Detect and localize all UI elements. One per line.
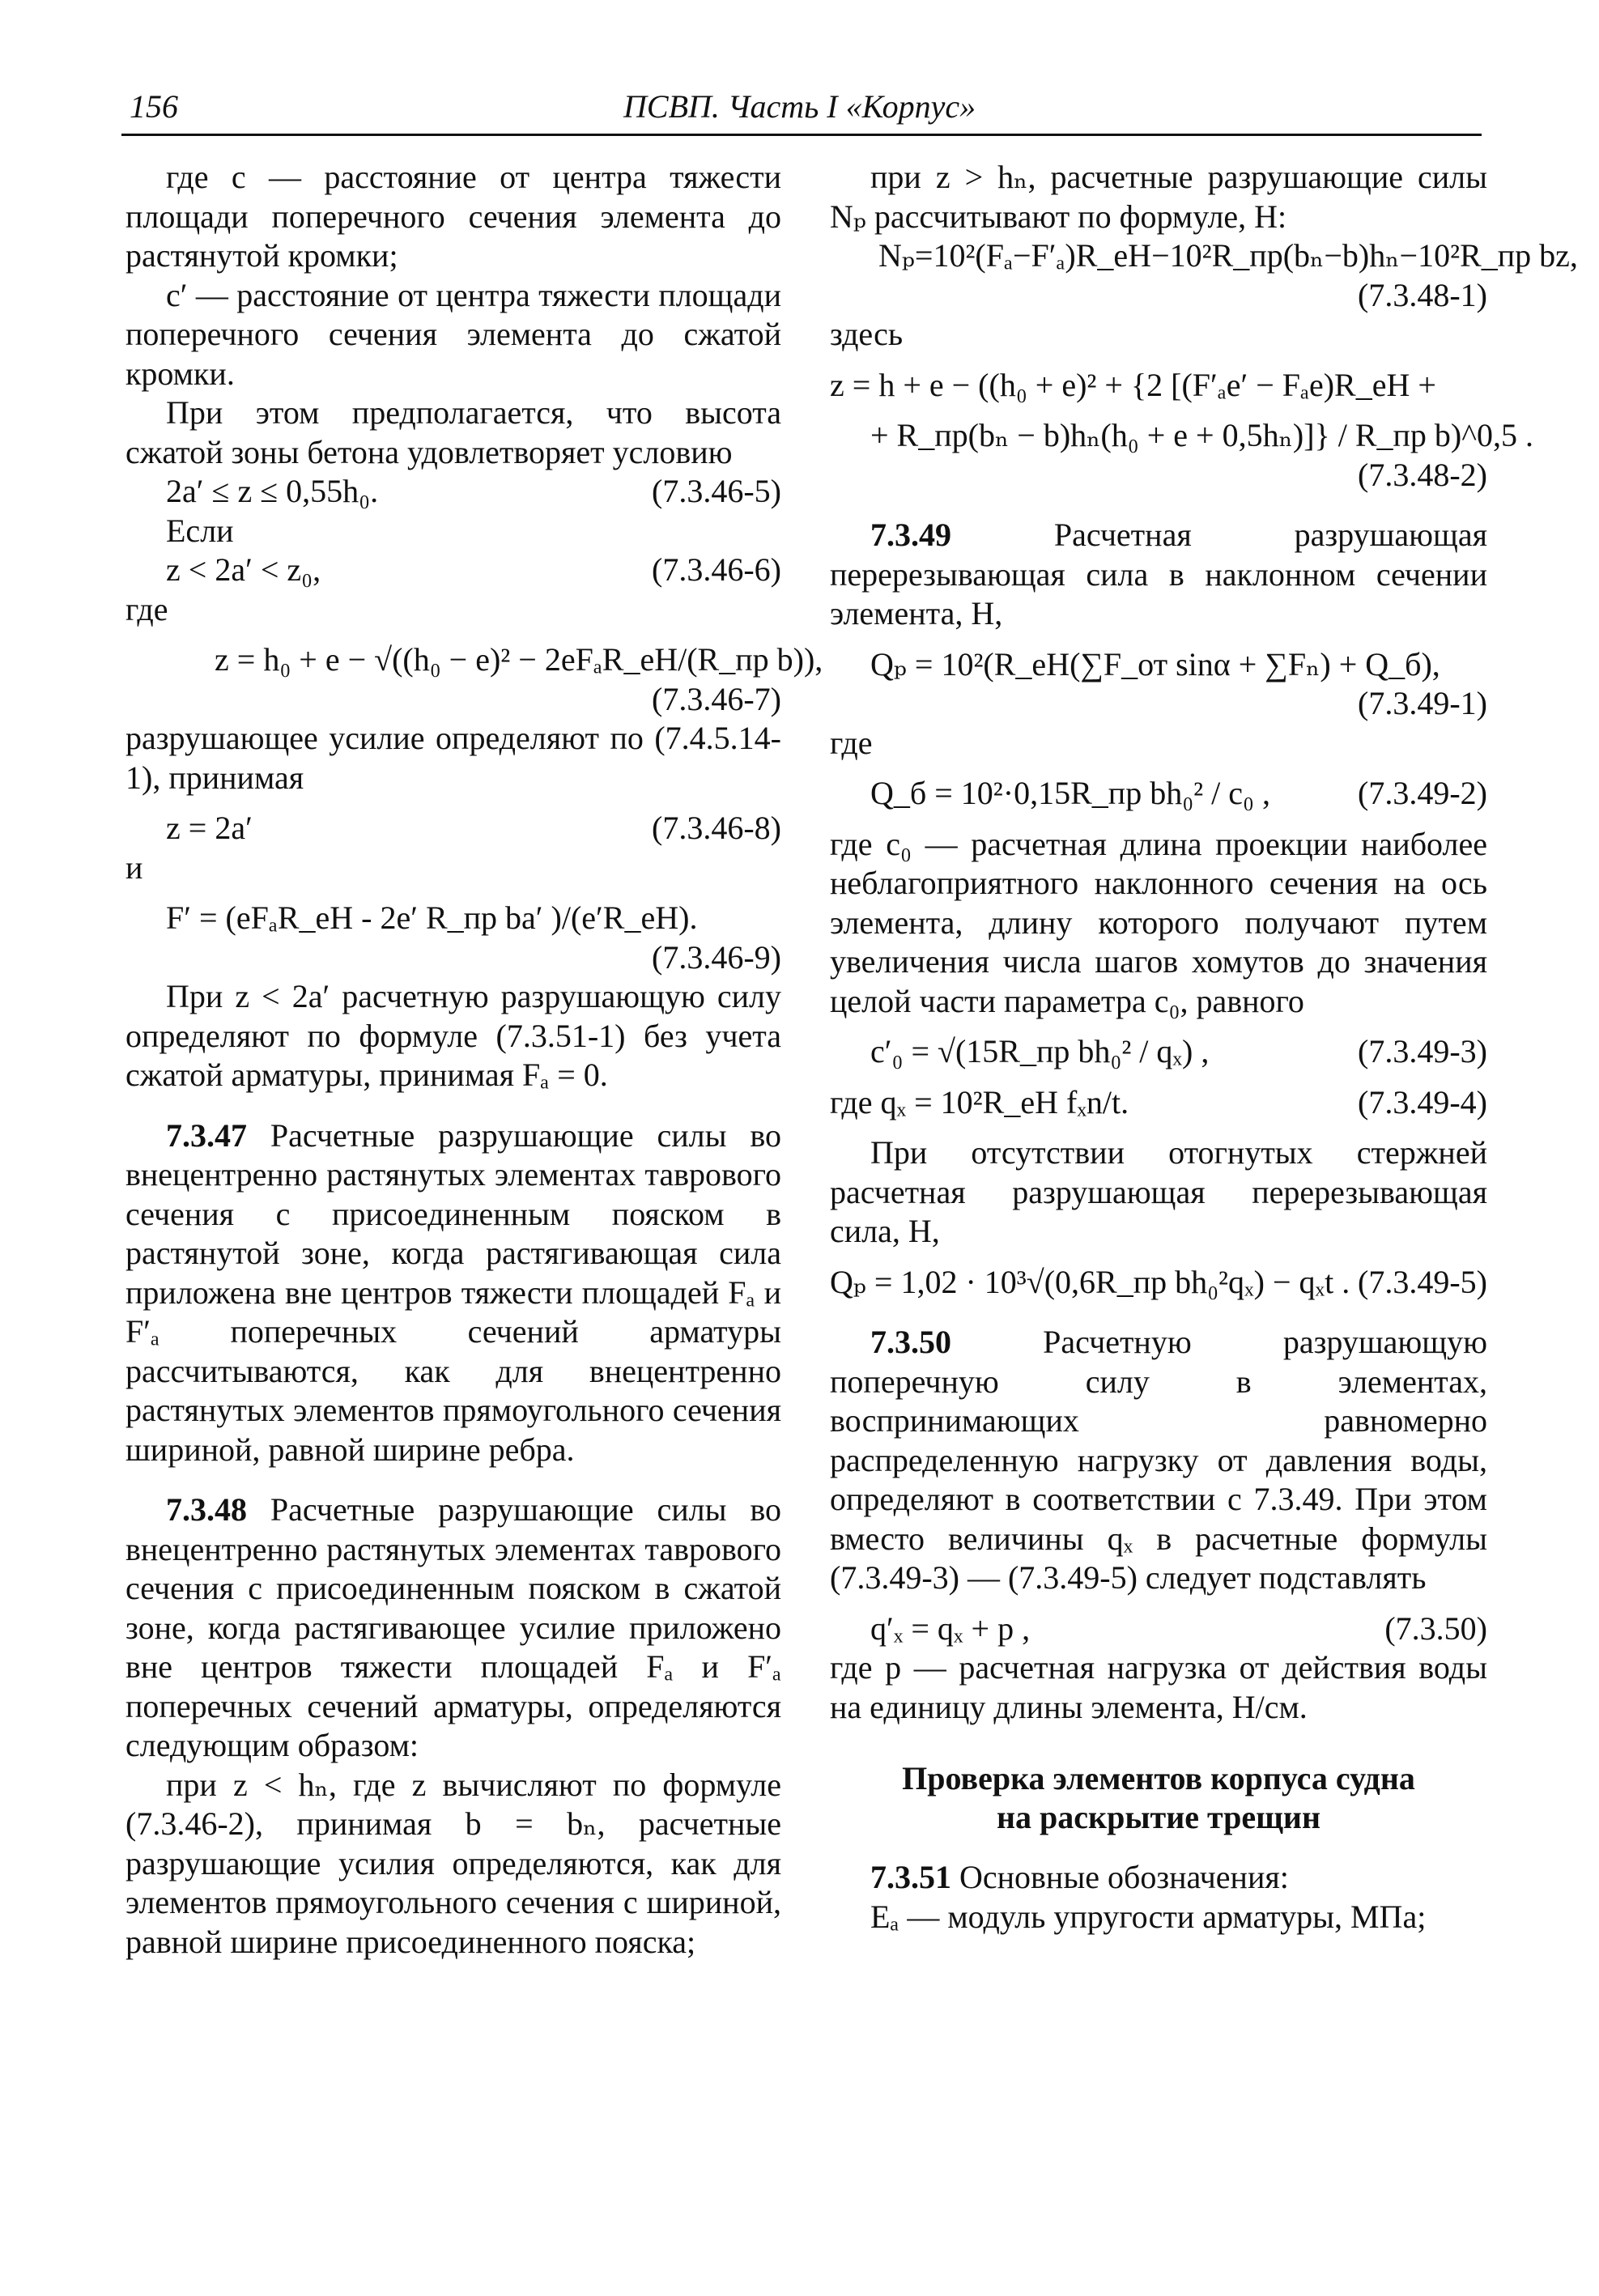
equation-formula: F′ = (eFₐR_eH - 2e′ R_пр ba′ )/(e′R_eH). bbox=[166, 899, 698, 936]
equation-number: (7.3.48-2) bbox=[1358, 456, 1487, 493]
paragraph: разрушающее усилие определяют по (7.4.5.14-1), принимая bbox=[125, 720, 781, 796]
running-title: ПСВП. Часть I «Корпус» bbox=[623, 88, 976, 125]
paragraph bbox=[830, 1858, 1487, 1898]
equation-formula: + R_пр(bₙ − b)hₙ(h₀ + e + 0,5hₙ)]} / R_пр b)^0,5 . bbox=[870, 417, 1534, 453]
equation bbox=[125, 809, 781, 848]
header-rule bbox=[121, 134, 1482, 136]
equation-formula: z = h₀ + e − √((h₀ − e)² − 2eFₐR_eH/(R_пр b)), bbox=[215, 641, 823, 678]
equation bbox=[125, 640, 823, 680]
equation bbox=[125, 551, 781, 590]
equation-number: (7.3.46-8) bbox=[652, 810, 781, 846]
equation-formula: z = h + e − ((h₀ + e)² + {2 [(F′ₐe′ − Fₐe)R_eH + bbox=[830, 366, 1436, 403]
paragraph: Eₐ — модуль упругости арматуры, МПа; bbox=[870, 1898, 1427, 1935]
equation-number: (7.3.49-4) bbox=[1358, 1083, 1487, 1120]
equation-formula: Qₚ = 10²(R_eH(∑F_от sinα + ∑Fₙ) + Q_б), bbox=[870, 645, 1440, 682]
paragraph-text: Расчетные разрушающие силы во внецентренно растянутых элементах таврового сечения с присоединенным пояском в сжатой зоне, когда растягивающее усилие приложено вне центров тяжести площадей Fₐ и F′ₐ поперечных сечений арматуры, определяются следующим образом: bbox=[125, 1491, 781, 1763]
equation bbox=[830, 1609, 1487, 1649]
paragraph-text: Расчетная разрушающая перерезывающая сила в наклонном сечении элемента, Н, bbox=[830, 517, 1487, 631]
equation-number: (7.3.46-5) bbox=[652, 473, 781, 509]
left-column bbox=[125, 158, 823, 1962]
equation-number: (7.3.46-7) bbox=[652, 680, 781, 717]
equation-number: (7.3.49-5) bbox=[1358, 1263, 1487, 1300]
paragraph: где bbox=[125, 590, 168, 627]
equation-number: (7.3.49-2) bbox=[1358, 775, 1487, 811]
equation-number: (7.3.46-6) bbox=[652, 551, 781, 588]
equation-number: (7.3.49-3) bbox=[1358, 1033, 1487, 1069]
section-number: 7.3.47 bbox=[166, 1116, 247, 1154]
equation bbox=[830, 236, 1578, 276]
equation bbox=[830, 1083, 1487, 1123]
equation-formula: c′₀ = √(15R_пр bh₀² / qₓ) , bbox=[870, 1033, 1210, 1069]
equation-formula: z = 2a′ bbox=[166, 810, 253, 846]
equation bbox=[830, 1263, 1487, 1303]
paragraph: c′ — расстояние от центра тяжести площади поперечного сечения элемента до сжатой кромки. bbox=[125, 276, 781, 392]
paragraph: При z < 2a′ расчетную разрушающую силу определяют по формуле (7.3.51-1) без учета сжатой арматуры, принимая Fₐ = 0. bbox=[125, 978, 781, 1093]
section-number: 7.3.48 bbox=[166, 1491, 247, 1528]
equation-formula: q′ₓ = qₓ + p , bbox=[870, 1609, 1031, 1647]
equation bbox=[830, 645, 1487, 685]
paragraph: Если bbox=[166, 512, 234, 549]
section-number: 7.3.50 bbox=[870, 1324, 951, 1360]
paragraph: где bbox=[830, 724, 873, 761]
paragraph: здесь bbox=[830, 316, 904, 352]
equation bbox=[830, 416, 1534, 456]
section-heading: Проверка элементов корпуса судна bbox=[902, 1760, 1415, 1796]
page-number: 156 bbox=[130, 88, 178, 125]
paragraph-text: Расчетные разрушающие силы во внецентренно растянутых элементах таврового сечения с присоединенным пояском в растянутой зоне, когда растягивающая сила приложена вне центров тяжести площадей Fₐ и F′ₐ поперечных сечений арматуры рассчитываются, как для внецентренно растянутых элементов прямоугольного сечения шириной, равной ширине ребра. bbox=[125, 1116, 781, 1468]
equation-number: (7.3.49-1) bbox=[1358, 685, 1487, 721]
equation-formula: 2a′ ≤ z ≤ 0,55h₀. bbox=[166, 473, 379, 509]
equation-formula: где qₓ = 10²R_eH fₓn/t. bbox=[830, 1083, 1129, 1120]
equation bbox=[125, 472, 781, 512]
paragraph: При этом предполагается, что высота сжатой зоны бетона удовлетворяет условию bbox=[125, 394, 781, 470]
paragraph-text: Основные обозначения: bbox=[959, 1859, 1289, 1895]
paragraph: При отсутствии отогнутых стержней расчетная разрушающая перерезывающая сила, Н, bbox=[830, 1134, 1487, 1249]
equation-formula: Q_б = 10²·0,15R_пр bh₀² / c₀ , bbox=[870, 775, 1270, 811]
paragraph bbox=[830, 1323, 1487, 1598]
paragraph: где c — расстояние от центра тяжести площади поперечного сечения элемента до растянутой кромки; bbox=[125, 159, 781, 274]
paragraph bbox=[125, 1490, 781, 1766]
paragraph: и bbox=[125, 848, 143, 886]
section-heading: на раскрытие трещин bbox=[996, 1799, 1321, 1835]
section-number: 7.3.49 bbox=[870, 517, 951, 553]
equation-number: (7.3.46-9) bbox=[652, 938, 781, 976]
equation bbox=[830, 1032, 1487, 1072]
paragraph: при z < hₙ, где z вычисляют по формуле (7.3.46-2), принимая b = bₙ, расчетные разрушающие усилия определяются, как для элементов прямоугольного сечения с шириной, равной ширине присоединенного пояска; bbox=[125, 1766, 781, 1960]
right-column bbox=[830, 158, 1578, 1937]
paragraph-text: Расчетную разрушающую поперечную силу в элементах, воспринимающих равномерно распределенную нагрузку от давления воды, определяют в соответствии с 7.3.49. При этом вместо величины qₓ в расчетные формулы (7.3.49-3) — (7.3.49-5) следует подставлять bbox=[830, 1324, 1487, 1596]
paragraph: при z > hₙ, расчетные разрушающие силы Nₚ рассчитывают по формуле, Н: bbox=[830, 159, 1487, 235]
paragraph bbox=[125, 1116, 781, 1470]
equation bbox=[830, 774, 1487, 814]
equation-number: (7.3.48-1) bbox=[1358, 276, 1487, 313]
equation-formula: Nₚ=10²(Fₐ−F′ₐ)R_eH−10²R_пр(bₙ−b)hₙ−10²R_пр bz, bbox=[878, 237, 1578, 274]
equation bbox=[830, 366, 1487, 406]
section-number: 7.3.51 bbox=[870, 1859, 951, 1895]
equation-formula: z < 2a′ < z₀, bbox=[166, 551, 321, 588]
paragraph: где p — расчетная нагрузка от действия воды на единицу длины элемента, Н/см. bbox=[830, 1649, 1487, 1725]
equation bbox=[125, 899, 781, 938]
equation-formula: Qₚ = 1,02 · 10³√(0,6R_пр bh₀²qₓ) − qₓt . bbox=[830, 1263, 1350, 1300]
paragraph bbox=[830, 516, 1487, 634]
equation-number: (7.3.50) bbox=[1384, 1609, 1487, 1647]
paragraph: где c₀ — расчетная длина проекции наиболее неблагоприятного наклонного сечения на ось элемента, длину которого получают путем увеличения числа шагов хомутов до значения целой части параметра c₀, равного bbox=[830, 825, 1487, 1019]
